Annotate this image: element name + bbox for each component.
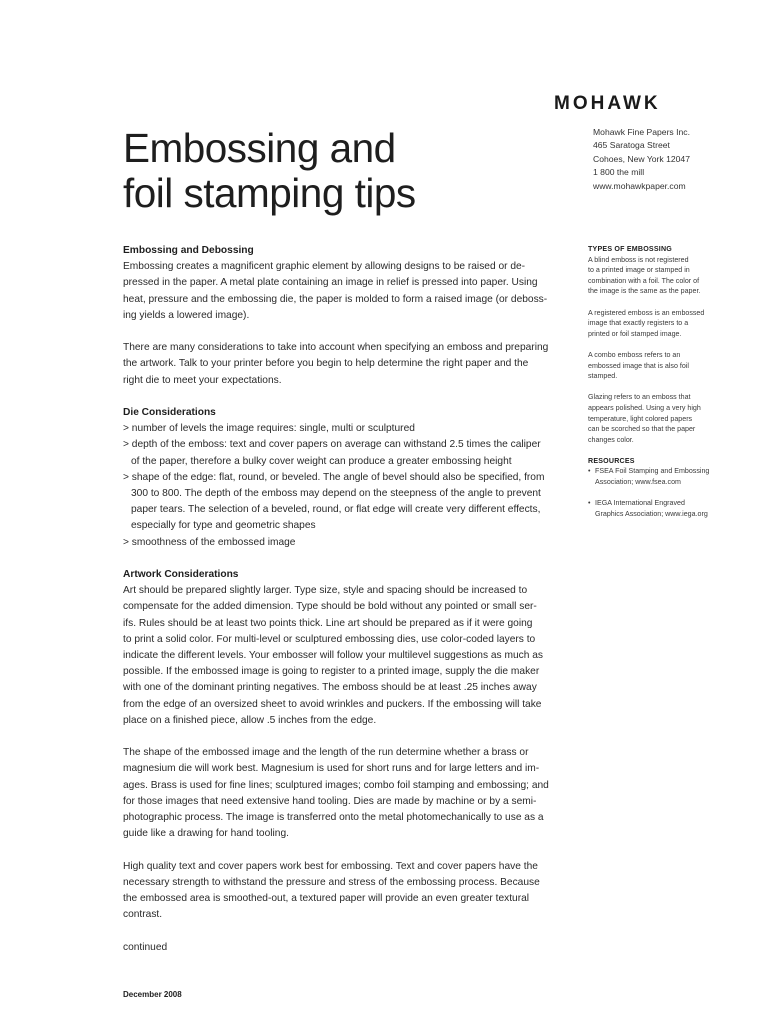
continued-label: continued [123,941,168,953]
bullet-icon: • [588,467,591,476]
title-line: Embossing and [123,125,396,171]
paragraph: There are many considerations to take into account when specifying an emboss and preparing the artwork. Talk to your printer before you begin to help determine the right paper and the right die to meet your expectations. [123,342,549,386]
sidebar-paragraph: A registered emboss is an embossed image that exactly registers to a printed or foil stamped image. [588,308,705,338]
sidebar-paragraph: A combo emboss refers to an embossed image that is also foil stamped. [588,350,689,381]
types-heading: TYPES OF EMBOSSING [588,245,673,253]
website-link[interactable]: www.mohawkpaper.com [593,180,686,191]
list-item: > depth of the emboss: text and cover papers on average can withstand 2.5 times the caliper of the paper, therefore a bulky cover weight can produce a greater embossing height [123,439,541,467]
resource-item: • IEGA International Engraved Graphics Association; www.iega.org [588,499,708,518]
section-heading-artwork: Artwork Considerations [123,569,239,581]
address-line: 465 Saratoga Street [593,140,670,151]
resources-heading: RESOURCES [588,456,635,465]
page-title [123,126,543,216]
section-heading-die: Die Considerations [123,407,216,418]
main-content [123,243,553,956]
title-line: foil stamping tips [123,170,416,216]
resource-link[interactable]: Graphics Association; www.iega.org [595,509,708,518]
address-line: Mohawk Fine Papers Inc. [593,127,690,137]
paragraph: High quality text and cover papers work best for embossing. Text and cover papers have the necessary strength to withstand the pressure and stress of the embossing process. Because the embossed area is smoothed-out, a textured paper will provide an even greater textural contrast. [123,860,540,921]
resource-link[interactable]: Association; www.fsea.com [595,478,681,487]
bullet-icon: • [588,499,591,508]
list-item: > smoothness of the embossed image [123,536,296,548]
mohawk-logo: MOHAWK [554,93,661,114]
resource-item: • FSEA Foil Stamping and Embossing Association; www.fsea.com [588,467,710,487]
list-item: > number of levels the image requires: single, multi or sculptured [123,423,415,435]
company-address [593,126,753,193]
address-line: 1 800 the mill [593,167,645,178]
paragraph: Art should be prepared slightly larger. Type size, style and spacing should be increased to compensate for the added dimension. Type should be bold without any pointed or small ser- ifs. Rules should be at least two points thick. Line art should be prepared as if it were going to print a solid color. For multi-level or sculptured embossing dies, use color-coded layers to indicate the different levels. Your embosser will follow your multilevel suggestions as much as possible. If the embossed image is going to register to a printed image, supply the die maker with one of the dominant printing negatives. The emboss should be at least .25 inches away from the edge of an oversized sheet to avoid wrinkles and puckers. If the embossing will take place on a finished piece, allow .5 inches from the edge. [123,585,543,726]
sidebar-paragraph: Glazing refers to an emboss that appears polished. Using a very high temperature, light colored papers can be scorched so that the paper changes color. [588,393,701,444]
footer-date: December 2008 [123,990,182,999]
sidebar [588,244,728,530]
paragraph: Embossing creates a magnificent graphic element by allowing designs to be raised or de- pressed in the paper. A metal plate containing an image in relief is pressed into paper. Using heat, pressure and the embossing die, the paper is molded to form a raised image (or deboss- ing yields a lowered image). [123,261,548,321]
list-item: > shape of the edge: flat, round, or beveled. The angle of bevel should also be specified, from 300 to 800. The depth of the emboss may depend on the steepness of the angle to prevent paper tears. The selection of a beveled, round, or flat edge will create very different effects, especially for type and geometric shapes [123,471,545,532]
sidebar-paragraph: A blind emboss is not registered to a printed image or stamped in combination with a foil. The color of the image is the same as the paper. [588,255,701,296]
address-line: Cohoes, New York 12047 [593,153,690,164]
section-heading-embossing: Embossing and Debossing [123,245,254,256]
paragraph: The shape of the embossed image and the length of the run determine whether a brass or magnesium die will work best. Magnesium is used for short runs and for large letters and im- ages. Brass is used for fine lines; sculptured images; combo foil stamping and embossing; and for those images that need extensive hand tooling. Dies are made by machine or by a semi- photographic process. The image is transferred onto the metal photomechanically to use as a guide like a drawing for hand tooling. [123,747,549,840]
